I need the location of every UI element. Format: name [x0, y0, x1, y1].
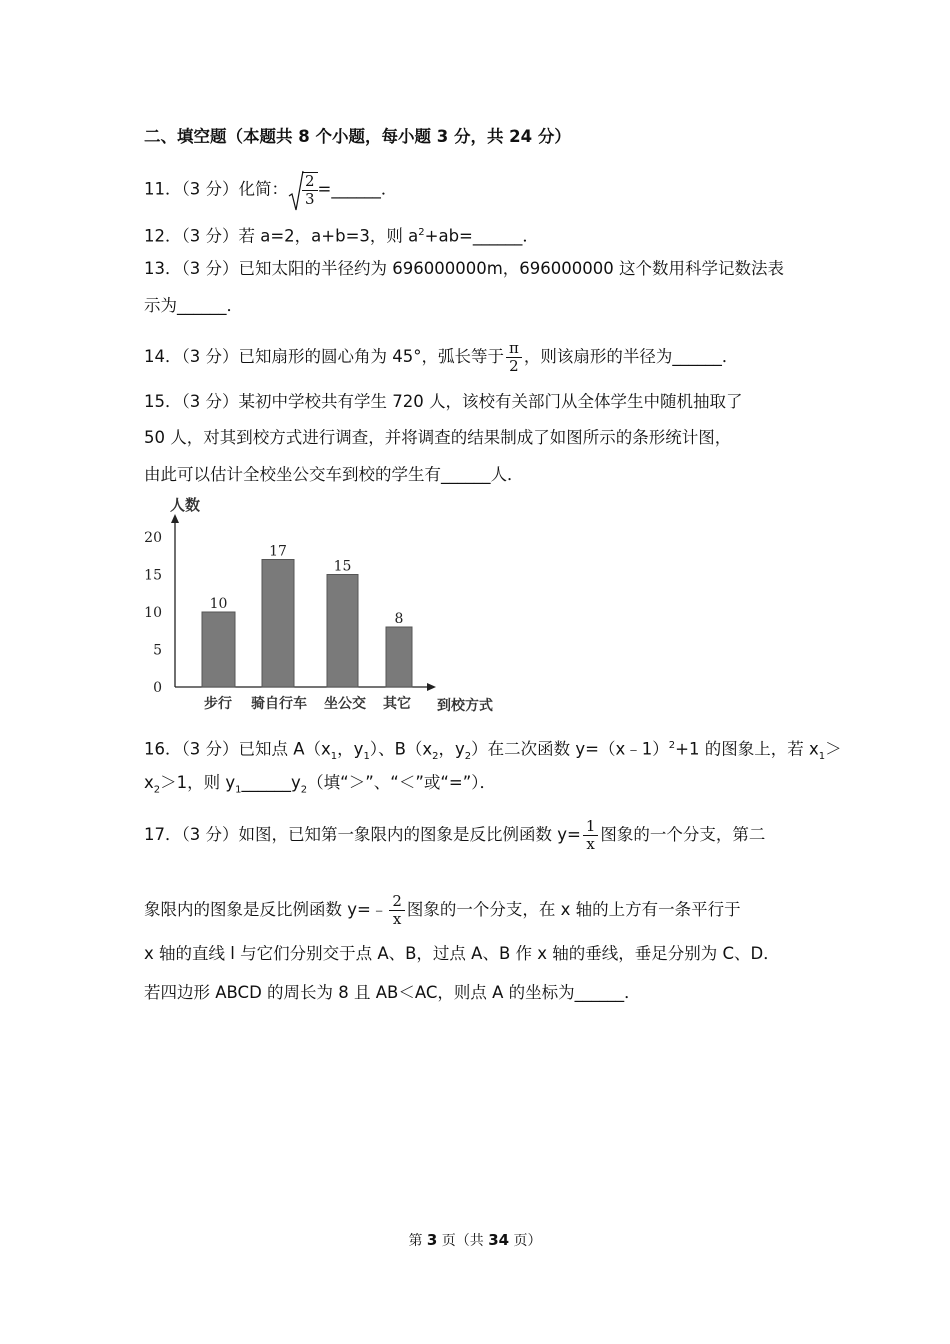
- q14-suffix: ，则该扇形的半径为______．: [523, 347, 739, 366]
- radical-sign: [288, 170, 304, 212]
- y-tick-label: 15: [144, 567, 162, 584]
- x-category-label: 其它: [383, 696, 411, 712]
- bar-value-label: 17: [269, 543, 287, 560]
- x-axis-label: 到校方式: [437, 698, 493, 714]
- x-category-label: 骑自行车: [251, 696, 307, 712]
- y-axis-arrow: [171, 514, 179, 523]
- footer-pre: 第: [408, 1233, 427, 1249]
- x-category-label: 坐公交: [324, 696, 366, 712]
- footer-mid: 页（共: [437, 1233, 489, 1249]
- question-16-line-2: [144, 772, 496, 801]
- footer-total-pages: 34: [488, 1231, 510, 1249]
- sqrt-expression: [288, 172, 318, 208]
- q11-denominator: 3: [302, 190, 318, 208]
- q14-denominator: 2: [506, 357, 522, 375]
- q12-text-b: +ab=______．: [424, 226, 539, 246]
- q17-frac1-den: x: [583, 835, 599, 853]
- q16-l1-a: 16．（3 分）已知点 A（x: [144, 739, 331, 759]
- q16-sub-7: 1: [235, 784, 242, 796]
- q16-sub-2: 1: [363, 750, 370, 762]
- question-15-line-3: 由此可以估计全校坐公交车到校的学生有______人．: [144, 465, 524, 484]
- question-17-line-2: [144, 893, 741, 928]
- x-axis-arrow: [427, 683, 436, 691]
- bar-1: [262, 560, 294, 688]
- q11-numerator: 2: [305, 172, 315, 190]
- q16-sub-6: 2: [153, 784, 161, 796]
- chart-bars: [202, 560, 412, 688]
- q16-l2-d: （填“＞”、“＜”或“=”）．: [307, 773, 497, 792]
- question-11: [144, 172, 397, 208]
- q16-l2-a: x: [144, 773, 154, 792]
- bar-chart: [140, 492, 510, 717]
- footer-post: 页）: [509, 1233, 542, 1249]
- question-17-line-3: x 轴的直线 l 与它们分别交于点 A、B，过点 A、B 作 x 轴的垂线，垂足分别为 C、D．: [144, 944, 780, 963]
- q11-suffix: =______．: [317, 179, 398, 199]
- fraction-2-x: [389, 893, 405, 928]
- q17-frac2-num: 2: [392, 892, 402, 910]
- x-category-label: 步行: [204, 696, 232, 712]
- y-axis-label: 人数: [170, 496, 201, 514]
- fraction-pi-2: [506, 340, 522, 375]
- page-footer: [0, 1230, 950, 1250]
- bar-3: [386, 627, 412, 687]
- q14-prefix: 14．（3 分）已知扇形的圆心角为 45°，弧长等于: [144, 347, 504, 366]
- bar-value-label: 8: [394, 611, 404, 627]
- fraction-1-x: [583, 818, 599, 853]
- question-12: [144, 222, 539, 248]
- fraction-2-3: [302, 172, 318, 208]
- q16-l1-e: ）在二次函数 y=（x﹣1）: [471, 739, 669, 759]
- bar-0: [202, 612, 235, 687]
- q16-l2-b: ＞1，则 y: [160, 773, 236, 792]
- q16-sub-5: 1: [818, 750, 826, 762]
- q14-numerator: π: [508, 339, 519, 357]
- question-13-line-2: 示为______．: [144, 296, 243, 315]
- q11-prefix: 11．（3 分）化简：: [144, 179, 288, 199]
- q16-sub-8: 2: [300, 784, 308, 796]
- bar-2: [327, 575, 358, 688]
- section-title: 二、填空题（本题共 8 个小题，每小题 3 分，共 24 分）: [144, 127, 571, 146]
- q16-l1-f: +1 的图象上，若 x: [675, 739, 819, 759]
- footer-page-number: 3: [426, 1231, 438, 1249]
- q16-sub-1: 1: [330, 750, 338, 762]
- q16-l1-b: ，y: [337, 739, 364, 759]
- question-15-line-2: 50 人，对其到校方式进行调查，并将调查的结果制成了如图所示的条形统计图，: [144, 428, 732, 447]
- y-tick-label: 20: [144, 530, 162, 546]
- q16-l1-g: ＞: [825, 739, 842, 759]
- q17-frac2-den: x: [389, 910, 405, 928]
- chart-labels: [144, 496, 493, 714]
- y-tick-label: 5: [153, 642, 162, 659]
- q16-sup: 2: [668, 740, 676, 751]
- q17-frac1-num: 1: [585, 817, 596, 835]
- question-17-line-4: 若四边形 ABCD 的周长为 8 且 AB＜AC，则点 A 的坐标为______．: [144, 983, 641, 1002]
- q16-l1-c: ）、B（x: [369, 739, 433, 759]
- y-tick-label: 0: [153, 680, 162, 696]
- q16-l1-d: ，y: [438, 739, 465, 759]
- q12-superscript: 2: [418, 227, 425, 238]
- question-16-line-1: [144, 735, 842, 768]
- question-17-line-1: [144, 818, 765, 853]
- question-13-line-1: 13．（3 分）已知太阳的半径约为 696000000m，696000000 这个数用科学记数法表: [144, 259, 785, 278]
- q12-text-a: 12．（3 分）若 a=2，a+b=3，则 a: [144, 226, 419, 246]
- q17-l2-suffix: 图象的一个分支，在 x 轴的上方有一条平行于: [406, 900, 741, 919]
- q16-sub-3: 2: [432, 750, 439, 762]
- bar-value-label: 15: [333, 558, 352, 575]
- q17-l1-suffix: 图象的一个分支，第二: [600, 825, 766, 844]
- q17-l1-prefix: 17．（3 分）如图，已知第一象限内的图象是反比例函数 y=: [144, 825, 581, 844]
- q16-l2-c: ______y: [241, 773, 301, 792]
- q17-l2-prefix: 象限内的图象是反比例函数 y=﹣: [144, 900, 388, 919]
- q16-sub-4: 2: [464, 750, 472, 762]
- question-15-line-1: 15．（3 分）某初中学校共有学生 720 人，该校有关部门从全体学生中随机抽取了: [144, 392, 743, 411]
- question-14: [144, 340, 738, 375]
- y-tick-label: 10: [144, 605, 162, 621]
- bar-value-label: 10: [209, 596, 228, 612]
